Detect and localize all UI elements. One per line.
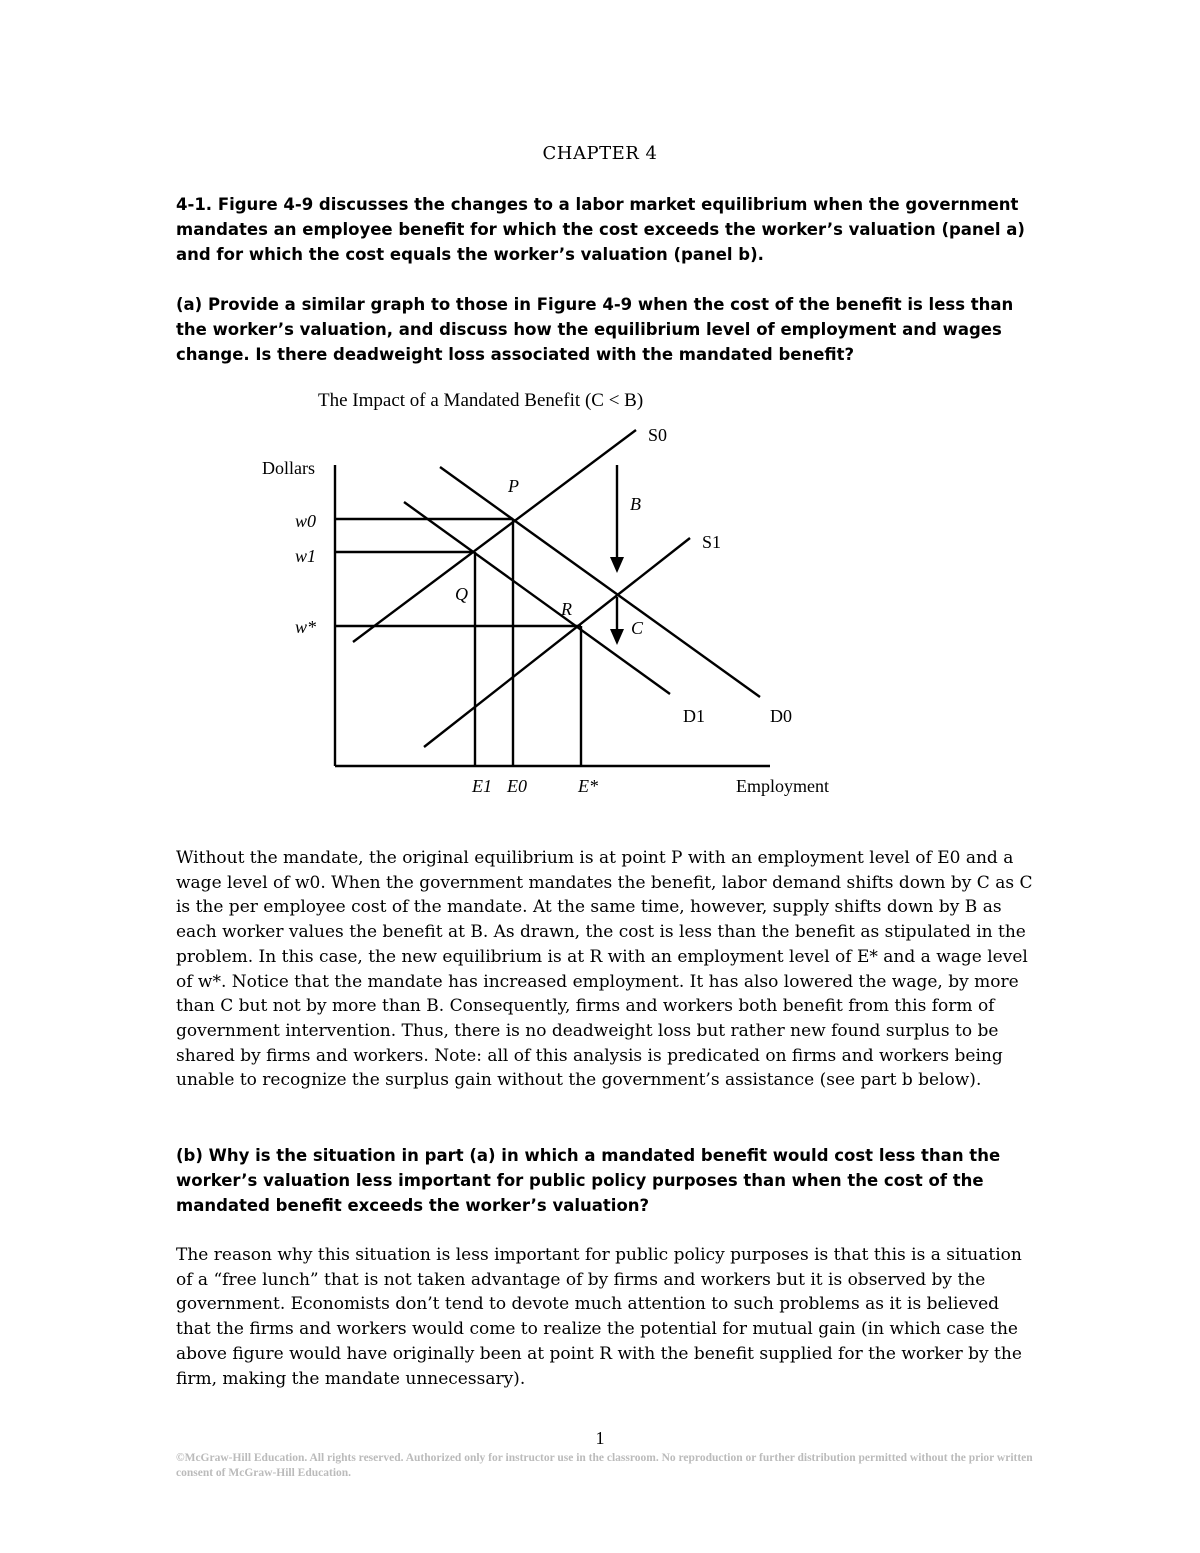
- supply-label-s1: S1: [702, 532, 722, 552]
- employment-label-e1: E1: [472, 776, 492, 796]
- question-part-b: (b) Why is the situation in part (a) in which a mandated benefit would cost less than the worker’s valuation less important for public policy purposes than when the cost of the mandated benefit exceeds the worker’s valuation?: [176, 1146, 1001, 1215]
- answer-part-a: Without the mandate, the original equilibrium is at point P with an employment level of E0 and a wage level of w0. When the government mandates the benefit, labor demand shifts down by C as C is the per employee cost of the mandate. At the same time, however, supply shifts down by B as each worker values the benefit at B. As drawn, the cost is less than the benefit as stipulated in the problem. In this case, the new equilibrium is at R with an employment level of E* and a wage level of w*. Notice that the mandate has increased employment. It has also lowered the wage, by more than C but not by more than B. Consequently, firms and workers both benefit from this form of government intervention. Thus, there is no deadweight loss but rather new found surplus to be shared by firms and workers. Note: all of this analysis is predicated on firms and workers being unable to recognize the surplus gain without the government’s assistance (see part b below).: [176, 848, 1033, 1091]
- employment-label-e-star: E*: [578, 776, 598, 796]
- page-number: 1: [595, 1428, 605, 1448]
- y-axis-label: Dollars: [262, 458, 315, 478]
- employment-label-e0: E0: [507, 776, 527, 796]
- copyright-notice: ©McGraw-Hill Education. All rights reserved. Authorized only for instructor use in the classroom. No reproduction or further distribution permitted without the prior written consent of McGraw-Hill Education.: [176, 1452, 1033, 1479]
- point-label-p: P: [508, 476, 519, 496]
- demand-curve-d1: [404, 502, 670, 694]
- shift-label-c: C: [631, 618, 644, 638]
- shift-label-b: B: [630, 494, 641, 514]
- wage-label-w1: w1: [295, 546, 317, 566]
- demand-label-d0: D0: [770, 706, 792, 726]
- arrow-head-c: [610, 629, 624, 645]
- x-axis-label: Employment: [736, 776, 829, 796]
- supply-curve-s0: [353, 430, 636, 642]
- point-label-q: Q: [455, 584, 468, 604]
- wage-label-w0: w0: [295, 511, 317, 531]
- demand-curve-d0: [440, 467, 760, 697]
- question-4-1: 4-1. Figure 4-9 discusses the changes to a labor market equilibrium when the government mandates an employee benefit for which the cost exceeds the worker’s valuation (panel a) and for which the cost equals the worker’s valuation (panel b).: [176, 195, 1025, 264]
- demand-label-d1: D1: [683, 706, 705, 726]
- wage-label-w-star: w*: [295, 617, 317, 637]
- answer-part-b: The reason why this situation is less important for public policy purposes is that this is a situation of a “free lunch” that is not taken advantage of by firms and workers but it is observed by the government. Economists don’t tend to devote much attention to such problems as it is believed that the firms and workers would come to realize the potential for mutual gain (in which case the above figure would have originally been at point R with the benefit supplied for the worker by the firm, making the mandate unnecessary).: [176, 1245, 1022, 1389]
- supply-label-s0: S0: [648, 425, 668, 445]
- supply-curve-s1: [424, 538, 690, 747]
- arrow-head-b: [610, 557, 624, 573]
- chapter-heading: CHAPTER 4: [542, 143, 658, 164]
- question-part-a: (a) Provide a similar graph to those in Figure 4-9 when the cost of the benefit is less than the worker’s valuation, and discuss how the equilibrium level of employment and wages change. Is there deadweight loss associated with the mandated benefit?: [176, 295, 1014, 364]
- figure-title: The Impact of a Mandated Benefit (C < B): [318, 390, 644, 411]
- point-label-r: R: [561, 599, 572, 619]
